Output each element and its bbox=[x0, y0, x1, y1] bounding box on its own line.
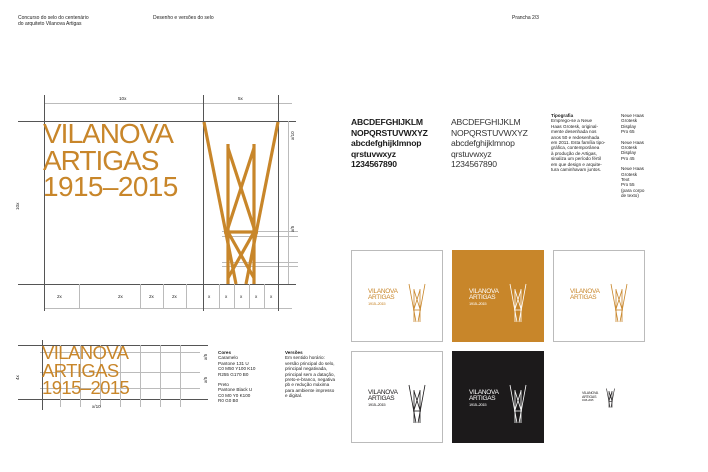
typography-line: tura caminhavam juntos. bbox=[551, 167, 602, 173]
card-wordmark bbox=[368, 390, 398, 407]
typography-line: gráfica, contemporânea bbox=[551, 145, 600, 151]
spec-line: Pro 55 bbox=[621, 182, 635, 188]
versions-line: principal negativada, bbox=[285, 366, 328, 372]
card-wordmark-line1: VILANOVA bbox=[570, 288, 600, 295]
card-wordmark-line2: ARTIGAS bbox=[570, 294, 597, 302]
type-sample-line: ABCDEFGHIJKLM bbox=[351, 117, 423, 127]
bottom-label: 2x bbox=[172, 294, 177, 299]
header-section: Desenho e versões do selo bbox=[153, 15, 214, 21]
label-left-10x: 10x bbox=[15, 202, 20, 210]
header-sheet: Prancha 2/3 bbox=[512, 15, 539, 21]
typography-specs bbox=[621, 113, 661, 199]
card-wordmark-line2: ARTIGAS bbox=[368, 395, 395, 403]
colors-line: R0 G0 B0 bbox=[218, 398, 239, 404]
wordmark-line1: VILANOVA bbox=[43, 118, 173, 149]
type-sample-line: abcdefghijklmnop bbox=[351, 138, 422, 148]
card-wordmark-line2: ARTIGAS bbox=[469, 294, 496, 302]
typography-line: sinaliza um período fértil bbox=[551, 156, 601, 162]
wordmark-small-line2: ARTIGAS bbox=[42, 359, 119, 381]
type-sample-line: 1234567890 bbox=[351, 159, 397, 169]
type-sample-bold bbox=[351, 117, 428, 170]
bottom-label: 2x bbox=[57, 294, 62, 299]
colors-line: Pantone 131 U bbox=[218, 360, 249, 366]
spec-line: Neue Haas bbox=[621, 113, 644, 118]
spec-line: Pro 65 bbox=[621, 129, 635, 135]
typography-line: Haas Grotesk, original- bbox=[551, 123, 598, 129]
card-wordmark-line1: VILANOVA bbox=[368, 288, 398, 295]
colors-line: Pantone Black U bbox=[218, 387, 253, 393]
bottom-label: 2x bbox=[118, 294, 123, 299]
type-sample-line: NOPQRSTUVWXYZ bbox=[351, 127, 428, 138]
type-sample-line: ABCDEFGHIJKLM bbox=[451, 117, 521, 127]
bottom-label: x bbox=[225, 294, 228, 299]
typography-title: Tipografia bbox=[551, 113, 574, 118]
card-wordmark-years: 1915–2015 bbox=[469, 301, 487, 307]
card-wordmark-line1: VILANOVA bbox=[368, 389, 398, 396]
colors-line: Preto bbox=[218, 382, 229, 388]
wordmark-small-years: 1915–2015 bbox=[42, 377, 130, 399]
spec-line: Pro 45 bbox=[621, 155, 635, 161]
versions-line: principal sem a datação, bbox=[285, 371, 335, 377]
version-card-principal bbox=[351, 250, 443, 342]
card-wordmark bbox=[469, 289, 499, 306]
colors-line: Caramelo bbox=[218, 355, 238, 361]
typography-line: mente desenhada nos bbox=[551, 129, 597, 135]
versions-line: Em sentido horário: bbox=[285, 355, 325, 361]
versions-line: e digital. bbox=[285, 393, 303, 399]
reduced-wordmark-years: 1915–2015 bbox=[582, 399, 594, 403]
versions-line: versão principal do selo, bbox=[285, 360, 335, 366]
card-wordmark-line2: ARTIGAS bbox=[469, 395, 496, 403]
label-small-x5-b: x/5 bbox=[203, 376, 208, 383]
card-wordmark bbox=[570, 289, 600, 301]
reduced-wordmark bbox=[582, 392, 598, 403]
a-symbol-icon bbox=[408, 384, 426, 424]
a-symbol-icon bbox=[610, 283, 628, 323]
bottom-label: x bbox=[240, 294, 243, 299]
a-symbol-icon bbox=[606, 388, 615, 408]
type-sample-line: 1234567890 bbox=[451, 159, 497, 169]
bottom-label: x bbox=[208, 294, 211, 299]
wordmark-small bbox=[42, 344, 129, 397]
colors-line: C0 M0 Y0 K100 bbox=[218, 392, 251, 398]
bottom-label: x bbox=[255, 294, 258, 299]
spec-line: Display bbox=[621, 123, 637, 129]
header-title-line2: do arquiteto Vilanova Artigas bbox=[18, 21, 82, 27]
versions-line: preto-e-branco, negativa bbox=[285, 377, 336, 383]
card-wordmark bbox=[368, 289, 398, 306]
bottom-label: x bbox=[270, 294, 273, 299]
a-symbol-icon bbox=[509, 283, 527, 323]
spec-line: Neue Haas bbox=[621, 166, 644, 172]
spec-line: Grotesk bbox=[621, 145, 638, 151]
label-top-5x: 5x bbox=[238, 96, 243, 101]
version-card-bw bbox=[351, 351, 443, 443]
version-max-reduction bbox=[582, 388, 622, 408]
a-symbol-icon bbox=[509, 384, 527, 424]
spec-line: Grotesk bbox=[621, 171, 638, 177]
label-right-x10: x/10 bbox=[290, 131, 295, 140]
colors-block bbox=[218, 350, 276, 404]
reduced-wordmark-line2: ARTIGAS bbox=[582, 394, 597, 399]
type-sample-line: qrstuvwxyz bbox=[351, 148, 396, 159]
colors-line: R255 G170 B0 bbox=[218, 371, 249, 377]
wordmark-line2: ARTIGAS bbox=[43, 144, 159, 176]
label-small-4x: 4x bbox=[15, 375, 20, 380]
version-card-no-date bbox=[553, 250, 645, 342]
spec-line: de texto) bbox=[621, 193, 639, 199]
reduced-wordmark-line1: VILANOVA bbox=[582, 391, 599, 395]
card-wordmark-years: 1915–2015 bbox=[368, 301, 386, 307]
versions-block bbox=[285, 350, 347, 399]
card-wordmark-years: 1915–2015 bbox=[469, 402, 487, 408]
label-right-x5: x/5 bbox=[290, 225, 295, 232]
spec-line: Neue Haas bbox=[621, 139, 644, 145]
type-sample-line: abcdefghijklmnop bbox=[451, 138, 515, 148]
spec-line: Grotesk bbox=[621, 118, 638, 124]
typography-line: anos 50 e redesenhada bbox=[551, 134, 600, 140]
colors-title: Cores bbox=[218, 350, 232, 355]
label-small-x10: x/10 bbox=[92, 404, 101, 409]
typography-line: à produção de Artigas, bbox=[551, 150, 597, 156]
card-wordmark bbox=[469, 390, 499, 407]
typography-line: Emprego-se a Neue bbox=[551, 118, 593, 124]
label-top-10x: 10x bbox=[119, 96, 127, 101]
spec-line: Text bbox=[621, 177, 630, 183]
type-sample-line: qrstuvwxyz bbox=[451, 148, 492, 159]
spec-line: Display bbox=[621, 150, 637, 156]
spec-line: (para corpo bbox=[621, 187, 645, 193]
version-card-negative bbox=[452, 250, 544, 342]
label-small-x5-a: x/5 bbox=[203, 353, 208, 360]
wordmark-years: 1915–2015 bbox=[43, 171, 178, 203]
card-wordmark-line2: ARTIGAS bbox=[368, 294, 395, 302]
a-symbol-icon bbox=[408, 283, 426, 323]
versions-title: Versões bbox=[285, 350, 303, 355]
wordmark-small-line1: VILANOVA bbox=[42, 342, 129, 363]
typography-line: em que design e arquite- bbox=[551, 161, 602, 167]
card-wordmark-line1: VILANOVA bbox=[469, 389, 499, 396]
typography-line: em 2011. Esta família tipo- bbox=[551, 140, 606, 146]
typography-block bbox=[551, 113, 615, 172]
card-wordmark-years: 1915–2015 bbox=[368, 402, 386, 408]
versions-line: para ambiente impresso bbox=[285, 387, 335, 393]
header-title-line1: Concurso do selo do centenário bbox=[18, 15, 89, 21]
colors-line: C0 M50 Y100 K10 bbox=[218, 366, 256, 372]
version-card-bw-negative bbox=[452, 351, 544, 443]
type-sample-line: NOPQRSTUVWXYZ bbox=[451, 127, 528, 138]
card-wordmark-line1: VILANOVA bbox=[469, 288, 499, 295]
type-sample-light bbox=[451, 117, 528, 170]
versions-line: pb e redução máxima bbox=[285, 382, 330, 388]
bottom-label: 2x bbox=[149, 294, 154, 299]
